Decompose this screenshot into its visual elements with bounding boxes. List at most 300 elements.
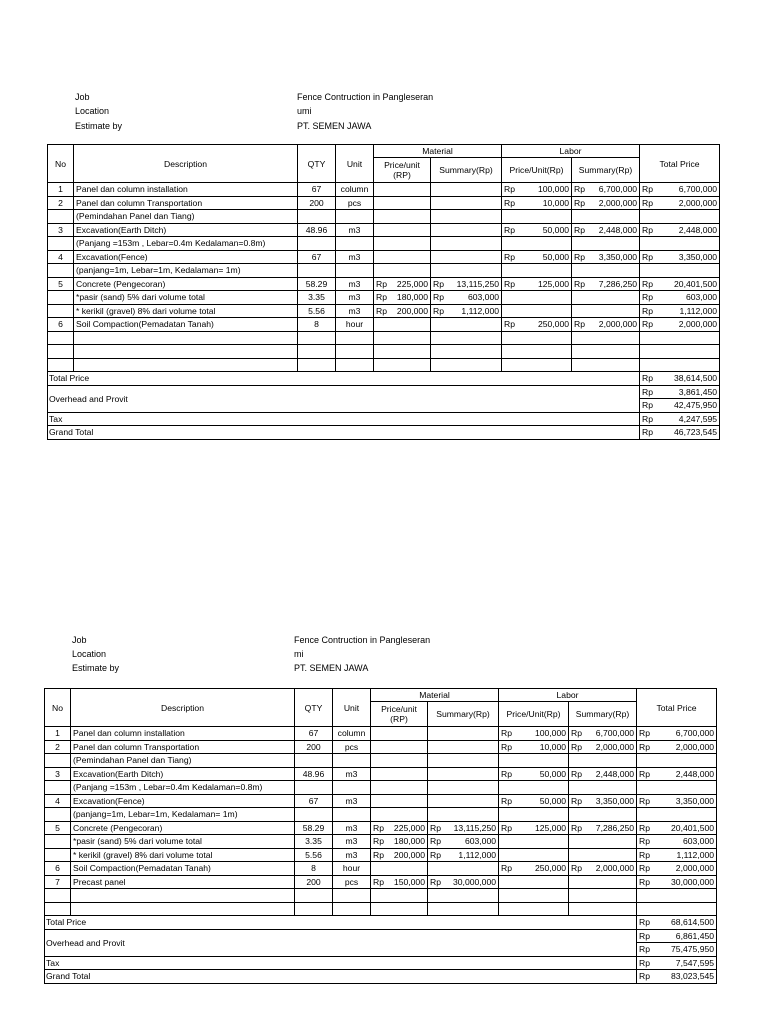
cell-description: Excavation(Fence) [74,250,298,264]
cell-lab-summary [569,754,637,768]
col-material-header: Material [371,689,499,702]
col-mat-price-header: Price/unit (RP) [371,702,428,727]
cell-no [48,304,74,318]
cell-total [637,781,717,795]
cell-unit: m3 [336,250,374,264]
cell-unit: m3 [333,835,371,849]
col-no-header: No [48,145,74,183]
cell-no [48,291,74,305]
amount-value: 1,112,000 [458,849,497,860]
cell-mat-price [374,358,431,372]
cell-unit [336,210,374,224]
cell-description: (Pemindahan Panel dan Tiang) [71,754,295,768]
cell-total [637,754,717,768]
grand-total-row [45,970,717,984]
cell-mat-summary [428,875,499,889]
currency-label: Rp [639,836,651,847]
col-no-header: No [45,689,71,727]
amount-value: 125,000 [534,822,567,833]
amount-value: 2,000,000 [678,197,718,208]
cell-qty: 200 [295,740,333,754]
cell-qty: 3.35 [298,291,336,305]
cell-unit: m3 [336,223,374,237]
job-value: Fence Contruction in Pangleseran [297,92,434,102]
cell-description: Panel dan column installation [71,727,295,741]
cell-lab-price [502,210,572,224]
cell-lab-price [502,277,572,291]
cell-mat-price [371,727,428,741]
currency-label: Rp [504,278,516,289]
location-row [75,104,675,118]
cell-no: 6 [48,318,74,332]
cell-mat-summary [428,862,499,876]
cell-description: (Panjang =153m , Lebar=0.4m Kedalaman=0.8m) [71,781,295,795]
amount-value: 150,000 [393,876,425,887]
amount-value: 6,700,000 [678,184,718,195]
amount-value: 603,000 [685,292,718,303]
cell-lab-summary [569,862,637,876]
currency-label: Rp [642,319,654,330]
amount-value: 6,700,000 [595,728,635,739]
cell-qty: 67 [298,250,336,264]
table-row [48,237,720,251]
cell-mat-summary [428,781,499,795]
cell-mat-summary [428,754,499,768]
cell-qty: 67 [298,183,336,197]
cell-no: 1 [45,727,71,741]
cell-mat-summary [431,250,502,264]
cell-mat-price [371,794,428,808]
cell-lab-summary [572,358,640,372]
cell-lab-summary [569,781,637,795]
currency-label: Rp [642,427,654,438]
cell-description: Excavation(Earth Ditch) [71,767,295,781]
cell-lab-summary [572,237,640,251]
amount-value: 20,401,500 [674,278,718,289]
total-price-row [48,372,720,386]
cell-mat-price [374,318,431,332]
cell-mat-price [374,237,431,251]
cell-description [74,331,298,345]
amount-value: 7,286,250 [595,822,635,833]
currency-label: Rp [373,876,384,887]
amount-value: 100,000 [537,184,570,195]
cell-mat-price [371,808,428,822]
cell-lab-price [499,767,569,781]
col-lab-summary-header: Summary(Rp) [572,158,640,183]
cell-no [48,210,74,224]
total-price-row [45,916,717,930]
cell-lab-summary [572,196,640,210]
cell-no: 4 [45,794,71,808]
cell-lab-summary [569,889,637,903]
cell-qty: 48.96 [298,223,336,237]
amount-value: 2,000,000 [675,741,715,752]
cell-unit: m3 [336,291,374,305]
cell-mat-summary [431,291,502,305]
cell-lab-price [499,821,569,835]
cell-lab-price [499,848,569,862]
cell-lab-summary [572,183,640,197]
cell-unit: m3 [333,794,371,808]
currency-label: Rp [504,319,516,330]
amount-value: 13,115,250 [453,822,497,833]
cell-mat-price [371,821,428,835]
col-total-price-header: Total Price [637,689,717,727]
cell-no: 3 [45,767,71,781]
estimate-sheet-2 [44,633,715,984]
cell-total [640,264,720,278]
col-description-header: Description [71,689,295,727]
subtotal-row-amount: 75,475,950 [671,944,715,955]
currency-label: Rp [501,768,513,779]
cell-qty: 48.96 [295,767,333,781]
amount-value: 50,000 [542,224,570,235]
cell-qty: 58.29 [295,821,333,835]
cell-mat-summary [431,264,502,278]
currency-label: Rp [376,305,387,316]
currency-label: Rp [571,768,583,779]
amount-value: 13,115,250 [456,278,500,289]
cell-total [640,196,720,210]
cell-no [48,345,74,359]
currency-label: Rp [574,224,586,235]
cell-qty [298,237,336,251]
header-row-1 [48,145,720,158]
cell-qty: 67 [295,794,333,808]
table-row [48,223,720,237]
tax-row [45,956,717,970]
cell-qty: 200 [298,196,336,210]
amount-value: 10,000 [542,197,570,208]
cell-mat-price [371,740,428,754]
currency-label: Rp [574,278,586,289]
cell-unit: pcs [336,196,374,210]
cell-no [48,358,74,372]
amount-value: 2,448,000 [675,768,715,779]
subtotal-row-value-cell [637,943,717,957]
cell-description: *pasir (sand) 5% dari volume total [71,835,295,849]
tax-row-label: Tax [45,956,637,970]
job-row [72,633,672,647]
cell-mat-summary [428,727,499,741]
cell-mat-price [374,250,431,264]
cell-mat-summary [428,767,499,781]
col-lab-price-header: Price/Unit(Rp) [499,702,569,727]
cell-lab-price [502,264,572,278]
cell-no [45,889,71,903]
amount-value: 2,448,000 [678,224,718,235]
cell-unit: pcs [333,740,371,754]
cell-lab-price [499,889,569,903]
cell-qty: 5.56 [295,848,333,862]
cell-mat-summary [431,318,502,332]
cell-lab-price [502,318,572,332]
cell-lab-price [499,835,569,849]
cell-total [640,210,720,224]
cell-mat-price [374,291,431,305]
table-row [48,196,720,210]
cell-total [637,808,717,822]
location-label: Location [72,649,107,659]
cell-description: Panel dan column Transportation [74,196,298,210]
cell-lab-summary [572,318,640,332]
currency-label: Rp [373,822,384,833]
currency-label: Rp [433,305,444,316]
cell-lab-price [499,794,569,808]
amount-value: 1,112,000 [676,849,715,860]
amount-value: 1,112,000 [461,305,500,316]
currency-label: Rp [574,319,586,330]
cell-lab-price [502,196,572,210]
cell-no [45,902,71,916]
estimate-label: Estimate by [75,121,123,131]
cell-lab-summary [572,210,640,224]
cell-total [640,250,720,264]
cell-lab-summary [572,331,640,345]
cell-unit [333,808,371,822]
cell-unit: pcs [333,875,371,889]
cell-mat-price [371,862,428,876]
cell-total [640,277,720,291]
amount-value: 7,286,250 [598,278,638,289]
cell-mat-summary [431,345,502,359]
cell-qty: 8 [298,318,336,332]
tax-row-amount: 7,547,595 [675,957,715,968]
currency-label: Rp [433,278,444,289]
cell-no: 2 [45,740,71,754]
estimate-row [75,119,675,133]
table-row [48,291,720,305]
total-price-row-label: Total Price [48,372,640,386]
currency-label: Rp [574,184,586,195]
currency-label: Rp [639,971,651,982]
cell-total [637,875,717,889]
cell-lab-summary [569,808,637,822]
cell-lab-price [502,358,572,372]
cell-description: Excavation(Earth Ditch) [74,223,298,237]
grand-total-row-label: Grand Total [48,426,640,440]
cell-lab-price [499,781,569,795]
cell-mat-price [374,183,431,197]
location-value: mi [294,649,304,659]
amount-value: 3,350,000 [595,795,635,806]
total-price-row-amount: 38,614,500 [674,373,718,384]
cell-mat-summary [431,304,502,318]
overhead-row-value-cell [640,385,720,399]
cell-lab-summary [569,875,637,889]
cell-no: 1 [48,183,74,197]
cell-mat-price [371,767,428,781]
cell-lab-summary [572,291,640,305]
cell-lab-price [499,727,569,741]
cell-lab-price [499,862,569,876]
amount-value: 2,448,000 [598,224,638,235]
cell-mat-summary [431,183,502,197]
amount-value: 1,112,000 [679,305,718,316]
cell-description: * kerikil (gravel) 8% dari volume total [71,848,295,862]
col-qty-header: QTY [298,145,336,183]
cell-description: Concrete (Pengecoran) [71,821,295,835]
cell-unit [336,331,374,345]
table-row [45,754,717,768]
table-row [45,848,717,862]
cell-qty [298,264,336,278]
cell-lab-price [502,223,572,237]
cell-mat-price [371,835,428,849]
cell-total [637,740,717,754]
table-row [48,318,720,332]
cell-description: Concrete (Pengecoran) [74,277,298,291]
location-row [72,647,672,661]
cell-qty: 67 [295,727,333,741]
cell-lab-price [502,304,572,318]
amount-value: 6,700,000 [675,728,715,739]
currency-label: Rp [430,849,441,860]
col-total-price-header: Total Price [640,145,720,183]
cell-no: 5 [48,277,74,291]
cell-unit: m3 [333,821,371,835]
cell-unit [333,754,371,768]
cell-mat-summary [431,237,502,251]
currency-label: Rp [642,373,654,384]
cell-unit: m3 [333,848,371,862]
table-row [45,740,717,754]
currency-label: Rp [639,849,651,860]
cell-lab-price [499,808,569,822]
table-row [48,304,720,318]
cell-unit: column [333,727,371,741]
cell-total [637,848,717,862]
cell-mat-price [374,264,431,278]
cell-description: (panjang=1m, Lebar=1m, Kedalaman= 1m) [74,264,298,278]
cell-description [74,345,298,359]
amount-value: 250,000 [534,863,567,874]
currency-label: Rp [574,197,586,208]
amount-value: 2,000,000 [595,863,635,874]
overhead-row-amount: 3,861,450 [678,386,718,397]
cell-mat-summary [431,223,502,237]
table-row [45,902,717,916]
cell-total [637,727,717,741]
cell-qty [298,345,336,359]
cell-mat-summary [428,794,499,808]
cell-total [640,318,720,332]
cell-lab-summary [569,767,637,781]
cell-qty: 200 [295,875,333,889]
currency-label: Rp [504,224,516,235]
cell-description: Panel dan column installation [74,183,298,197]
cell-lab-summary [572,223,640,237]
cell-no [45,848,71,862]
cell-lab-summary [569,821,637,835]
table-row [48,210,720,224]
currency-label: Rp [433,292,444,303]
cell-unit: hour [336,318,374,332]
col-unit-header: Unit [333,689,371,727]
cell-unit: column [336,183,374,197]
table-row [45,727,717,741]
col-mat-price-header: Price/unit (RP) [374,158,431,183]
cell-lab-price [502,237,572,251]
estimate-value: PT. SEMEN JAWA [297,121,372,131]
amount-value: 603,000 [464,836,497,847]
location-value: umi [297,106,312,116]
currency-label: Rp [501,822,513,833]
amount-value: 2,000,000 [598,319,638,330]
tax-row-value-cell [637,956,717,970]
cell-mat-price [371,754,428,768]
cell-qty [298,331,336,345]
currency-label: Rp [504,251,516,262]
col-labor-header: Labor [502,145,640,158]
cell-total [637,835,717,849]
cell-total [640,223,720,237]
estimate-label: Estimate by [72,663,120,673]
estimate-sheet-1 [47,90,718,440]
cell-total [640,304,720,318]
currency-label: Rp [642,251,654,262]
cell-lab-price [502,345,572,359]
cell-total [640,345,720,359]
amount-value: 100,000 [534,728,567,739]
cell-unit [333,902,371,916]
cell-no: 3 [48,223,74,237]
currency-label: Rp [430,836,441,847]
cell-lab-price [499,740,569,754]
amount-value: 2,448,000 [595,768,635,779]
amount-value: 50,000 [539,795,567,806]
cell-mat-price [374,345,431,359]
cell-mat-price [374,210,431,224]
cell-lab-summary [572,277,640,291]
cell-unit: m3 [336,277,374,291]
cell-lab-summary [572,264,640,278]
overhead-row-amount: 6,861,450 [675,930,715,941]
amount-value: 2,000,000 [678,319,718,330]
table-row [45,794,717,808]
cell-mat-price [371,875,428,889]
cell-no: 6 [45,862,71,876]
cell-mat-summary [428,835,499,849]
cell-total [637,767,717,781]
cell-no [45,781,71,795]
grand-total-row-amount: 46,723,545 [674,427,718,438]
currency-label: Rp [571,822,583,833]
grand-total-row-value-cell [640,426,720,440]
table-row [45,862,717,876]
table-row [45,875,717,889]
currency-label: Rp [639,930,651,941]
cell-no: 4 [48,250,74,264]
cell-total [640,358,720,372]
col-labor-header: Labor [499,689,637,702]
table-row [45,821,717,835]
table-row [48,250,720,264]
cell-qty [295,754,333,768]
currency-label: Rp [642,278,654,289]
cell-no [45,835,71,849]
cell-no [45,808,71,822]
table-row [48,264,720,278]
overhead-row-value-cell [637,929,717,943]
cell-lab-summary [569,902,637,916]
cell-lab-summary [572,345,640,359]
currency-label: Rp [639,957,651,968]
cell-mat-price [371,781,428,795]
currency-label: Rp [373,849,384,860]
cell-lab-price [502,183,572,197]
